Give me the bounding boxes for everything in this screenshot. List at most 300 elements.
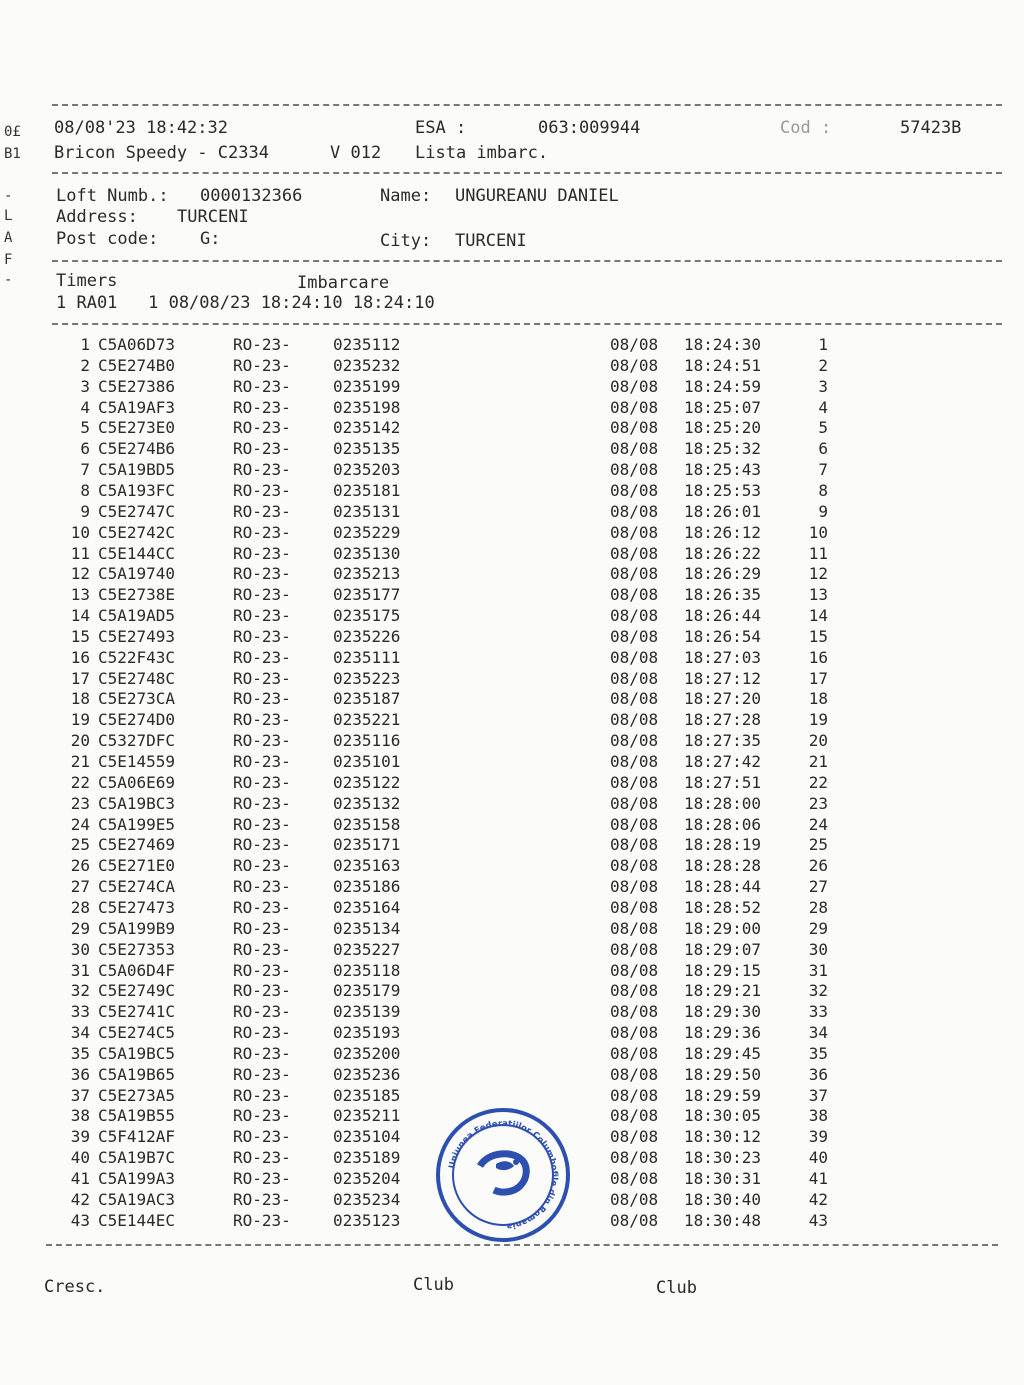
arrival-time: 18:29:30 [684,1002,762,1021]
arrival-date: 08/08 [610,481,659,500]
row-number: 39 [70,1127,90,1146]
arrival-time: 18:25:43 [684,460,762,479]
arrival-position: 31 [808,961,828,980]
arrival-position: 29 [808,919,828,938]
table-row [0,856,1024,877]
table-row [0,418,1024,439]
arrival-position: 28 [808,898,828,917]
ring-prefix: RO-23- [233,585,291,604]
arrival-date: 08/08 [610,856,659,875]
arrival-date: 08/08 [610,335,659,354]
arrival-time: 18:30:31 [684,1169,762,1188]
chip-id: C5A19B55 [98,1106,176,1125]
stamp-text: Uniunea Federatiilor Columbofile din Romania [447,1118,560,1231]
arrival-position: 34 [808,1023,828,1042]
chip-id: C5A199E5 [98,815,176,834]
chip-id: C5E27473 [98,898,176,917]
arrival-date: 08/08 [610,1211,659,1230]
cod-value: 57423B [900,118,962,138]
arrival-date: 08/08 [610,439,659,458]
table-row [0,689,1024,710]
arrival-date: 08/08 [610,1169,659,1188]
arrival-position: 41 [808,1169,828,1188]
arrival-date: 08/08 [610,1086,659,1105]
table-row [0,919,1024,940]
arrival-position: 9 [818,502,828,521]
ring-serial: 0235181 [333,481,401,500]
arrival-time: 18:30:12 [684,1127,762,1146]
arrival-position: 33 [808,1002,828,1021]
chip-id: C5E27386 [98,377,176,396]
ring-prefix: RO-23- [233,1002,291,1021]
arrival-date: 08/08 [610,564,659,583]
arrival-position: 19 [808,710,828,729]
chip-id: C5E2738E [98,585,176,604]
arrival-date: 08/08 [610,544,659,563]
arrival-date: 08/08 [610,898,659,917]
address-value: TURCENI [177,207,249,227]
chip-id: C5E27469 [98,835,176,854]
arrival-position: 6 [818,439,828,458]
timers-label: Timers [56,271,118,291]
ring-serial: 0235130 [333,544,401,563]
table-row [0,627,1024,648]
row-number: 11 [70,544,90,563]
ring-serial: 0235227 [333,940,401,959]
table-row [0,481,1024,502]
chip-id: C5E273A5 [98,1086,176,1105]
city-value: TURCENI [455,231,527,251]
arrival-time: 18:27:28 [684,710,762,729]
ring-prefix: RO-23- [233,815,291,834]
row-number: 29 [70,919,90,938]
table-row [0,356,1024,377]
arrival-time: 18:27:12 [684,669,762,688]
chip-id: C5A19AF3 [98,398,176,417]
row-number: 1 [80,335,90,354]
arrival-date: 08/08 [610,377,659,396]
arrival-position: 37 [808,1086,828,1105]
arrival-date: 08/08 [610,585,659,604]
table-row [0,1002,1024,1023]
ring-serial: 0235199 [333,377,401,396]
arrival-date: 08/08 [610,877,659,896]
loft-number-label: Loft Numb.: [56,186,169,206]
row-number: 28 [70,898,90,917]
arrival-date: 08/08 [610,502,659,521]
arrival-time: 18:26:29 [684,564,762,583]
arrival-date: 08/08 [610,398,659,417]
row-number: 7 [80,460,90,479]
list-title: Lista imbarc. [415,143,549,163]
margin-letter: B1 [4,146,21,162]
arrival-time: 18:30:48 [684,1211,762,1230]
table-row [0,752,1024,773]
arrival-position: 22 [808,773,828,792]
table-row [0,1044,1024,1065]
arrival-date: 08/08 [610,961,659,980]
chip-id: C5A19B7C [98,1148,176,1167]
ring-serial: 0235164 [333,898,401,917]
ring-prefix: RO-23- [233,544,291,563]
ring-serial: 0235131 [333,502,401,521]
arrival-date: 08/08 [610,731,659,750]
ring-prefix: RO-23- [233,1023,291,1042]
federation-stamp [436,1108,570,1242]
ring-serial: 0235171 [333,835,401,854]
row-number: 18 [70,689,90,708]
arrival-time: 18:29:36 [684,1023,762,1042]
ring-prefix: RO-23- [233,356,291,375]
arrival-time: 18:29:00 [684,919,762,938]
arrival-time: 18:28:44 [684,877,762,896]
ring-prefix: RO-23- [233,627,291,646]
row-number: 21 [70,752,90,771]
ring-serial: 0235111 [333,648,401,667]
arrival-date: 08/08 [610,835,659,854]
arrival-date: 08/08 [610,940,659,959]
ring-serial: 0235186 [333,877,401,896]
row-number: 27 [70,877,90,896]
row-number: 14 [70,606,90,625]
arrival-date: 08/08 [610,815,659,834]
ring-serial: 0235232 [333,356,401,375]
stamp-text-ring [436,1108,570,1242]
arrival-position: 14 [808,606,828,625]
name-label: Name: [380,186,432,206]
row-number: 26 [70,856,90,875]
arrival-date: 08/08 [610,418,659,437]
ring-serial: 0235187 [333,689,401,708]
row-number: 34 [70,1023,90,1042]
ring-prefix: RO-23- [233,1106,291,1125]
arrival-date: 08/08 [610,1065,659,1084]
ring-serial: 0235204 [333,1169,401,1188]
arrival-time: 18:29:59 [684,1086,762,1105]
table-row [0,961,1024,982]
ring-serial: 0235236 [333,1065,401,1084]
table-row [0,398,1024,419]
arrival-time: 18:28:06 [684,815,762,834]
row-number: 43 [70,1211,90,1230]
arrival-time: 18:28:28 [684,856,762,875]
table-row [0,1023,1024,1044]
arrival-time: 18:27:35 [684,731,762,750]
ring-prefix: RO-23- [233,773,291,792]
arrival-date: 08/08 [610,919,659,938]
ring-serial: 0235198 [333,398,401,417]
table-row [0,794,1024,815]
chip-id: C5F412AF [98,1127,176,1146]
arrival-position: 2 [818,356,828,375]
row-number: 13 [70,585,90,604]
arrival-position: 11 [808,544,828,563]
row-number: 25 [70,835,90,854]
row-number: 42 [70,1190,90,1209]
chip-id: C5A19740 [98,564,176,583]
table-row [0,1065,1024,1086]
arrival-date: 08/08 [610,752,659,771]
arrival-time: 18:28:00 [684,794,762,813]
arrival-time: 18:28:19 [684,835,762,854]
arrival-time: 18:26:35 [684,585,762,604]
row-number: 36 [70,1065,90,1084]
arrival-position: 39 [808,1127,828,1146]
margin-letter: L [4,208,13,224]
margin-letter: A [4,230,13,246]
chip-id: C5327DFC [98,731,176,750]
arrival-position: 8 [818,481,828,500]
ring-prefix: RO-23- [233,856,291,875]
table-row [0,439,1024,460]
row-number: 22 [70,773,90,792]
table-row [0,710,1024,731]
ring-prefix: RO-23- [233,1211,291,1230]
arrival-time: 18:27:03 [684,648,762,667]
row-number: 41 [70,1169,90,1188]
ring-prefix: RO-23- [233,940,291,959]
table-row [0,940,1024,961]
table-row [0,606,1024,627]
margin-letter: - [4,188,13,204]
chip-id: C5A06D4F [98,961,176,980]
ring-serial: 0235189 [333,1148,401,1167]
arrival-position: 10 [808,523,828,542]
arrival-time: 18:29:45 [684,1044,762,1063]
race-name: Bricon Speedy - C2334 [54,143,269,163]
arrival-date: 08/08 [610,1148,659,1167]
ring-prefix: RO-23- [233,752,291,771]
arrival-time: 18:30:05 [684,1106,762,1125]
arrival-position: 13 [808,585,828,604]
divider [52,104,1002,106]
chip-id: C5E2749C [98,981,176,1000]
arrival-date: 08/08 [610,648,659,667]
arrival-time: 18:24:30 [684,335,762,354]
ring-prefix: RO-23- [233,523,291,542]
esa-label: ESA : [415,118,467,138]
ring-serial: 0235234 [333,1190,401,1209]
postcode-label: Post code: [56,229,159,249]
divider [46,1244,998,1246]
row-number: 38 [70,1106,90,1125]
row-number: 35 [70,1044,90,1063]
arrival-date: 08/08 [610,1190,659,1209]
ring-prefix: RO-23- [233,689,291,708]
divider [52,323,1002,325]
print-datetime: 08/08'23 18:42:32 [54,118,228,138]
row-number: 31 [70,961,90,980]
row-number: 23 [70,794,90,813]
arrival-time: 18:25:07 [684,398,762,417]
arrival-position: 21 [808,752,828,771]
ring-serial: 0235200 [333,1044,401,1063]
chip-id: C5E273E0 [98,418,176,437]
address-label: Address: [56,207,138,227]
row-number: 33 [70,1002,90,1021]
ring-serial: 0235229 [333,523,401,542]
ring-prefix: RO-23- [233,564,291,583]
ring-serial: 0235185 [333,1086,401,1105]
arrival-position: 35 [808,1044,828,1063]
chip-id: C5E144EC [98,1211,176,1230]
chip-id: C5E2741C [98,1002,176,1021]
ring-serial: 0235123 [333,1211,401,1230]
chip-id: C5E271E0 [98,856,176,875]
ring-prefix: RO-23- [233,898,291,917]
arrival-date: 08/08 [610,1044,659,1063]
arrival-position: 7 [818,460,828,479]
chip-id: C5A193FC [98,481,176,500]
row-number: 17 [70,669,90,688]
row-number: 19 [70,710,90,729]
ring-prefix: RO-23- [233,1044,291,1063]
table-row [0,877,1024,898]
ring-prefix: RO-23- [233,877,291,896]
arrival-position: 3 [818,377,828,396]
arrival-position: 32 [808,981,828,1000]
arrival-date: 08/08 [610,627,659,646]
row-number: 40 [70,1148,90,1167]
ring-serial: 0235221 [333,710,401,729]
ring-prefix: RO-23- [233,731,291,750]
arrival-position: 18 [808,689,828,708]
arrival-position: 24 [808,815,828,834]
ring-prefix: RO-23- [233,1065,291,1084]
arrival-date: 08/08 [610,669,659,688]
esa-value: 063:009944 [538,118,641,138]
chip-id: C5E14559 [98,752,176,771]
arrival-date: 08/08 [610,1023,659,1042]
table-row [0,544,1024,565]
arrival-time: 18:26:44 [684,606,762,625]
ring-serial: 0235134 [333,919,401,938]
table-row [0,502,1024,523]
ring-serial: 0235118 [333,961,401,980]
arrival-time: 18:25:53 [684,481,762,500]
arrival-date: 08/08 [610,794,659,813]
ring-serial: 0235142 [333,418,401,437]
arrival-time: 18:25:20 [684,418,762,437]
arrival-time: 18:29:50 [684,1065,762,1084]
arrival-time: 18:24:51 [684,356,762,375]
ring-serial: 0235135 [333,439,401,458]
city-label: City: [380,231,432,251]
arrival-position: 26 [808,856,828,875]
ring-serial: 0235179 [333,981,401,1000]
arrival-date: 08/08 [610,606,659,625]
ring-serial: 0235223 [333,669,401,688]
table-row [0,377,1024,398]
ring-prefix: RO-23- [233,460,291,479]
ring-serial: 0235193 [333,1023,401,1042]
row-number: 37 [70,1086,90,1105]
chip-id: C5A199A3 [98,1169,176,1188]
arrival-position: 40 [808,1148,828,1167]
ring-prefix: RO-23- [233,1127,291,1146]
chip-id: C5E2742C [98,523,176,542]
arrival-time: 18:25:32 [684,439,762,458]
arrival-position: 30 [808,940,828,959]
arrival-time: 18:27:42 [684,752,762,771]
table-row [0,460,1024,481]
pigeon-icon [480,1154,526,1192]
ring-serial: 0235163 [333,856,401,875]
arrival-date: 08/08 [610,523,659,542]
row-number: 8 [80,481,90,500]
chip-id: C5A19BC3 [98,794,176,813]
table-row [0,981,1024,1002]
breeder-signature-label: Cresc. [44,1277,106,1297]
chip-id: C5E2747C [98,502,176,521]
ring-prefix: RO-23- [233,961,291,980]
table-row [0,1086,1024,1107]
chip-id: C5A19B65 [98,1065,176,1084]
version: V 012 [330,143,382,163]
ring-prefix: RO-23- [233,794,291,813]
row-number: 24 [70,815,90,834]
chip-id: C5E274CA [98,877,176,896]
table-row [0,564,1024,585]
margin-letter: F [4,252,13,268]
arrival-time: 18:30:23 [684,1148,762,1167]
chip-id: C5E274B6 [98,439,176,458]
chip-id: C5E274C5 [98,1023,176,1042]
arrival-time: 18:29:15 [684,961,762,980]
ring-prefix: RO-23- [233,835,291,854]
margin-letter: 0£ [4,124,21,140]
table-row [0,648,1024,669]
arrival-position: 42 [808,1190,828,1209]
ring-serial: 0235139 [333,1002,401,1021]
arrival-time: 18:26:12 [684,523,762,542]
club-signature-label: Club [656,1278,697,1298]
ring-serial: 0235177 [333,585,401,604]
chip-id: C5A19AC3 [98,1190,176,1209]
arrival-position: 25 [808,835,828,854]
ring-prefix: RO-23- [233,606,291,625]
arrival-position: 5 [818,418,828,437]
chip-id: C5A19BD5 [98,460,176,479]
chip-id: C5E274D0 [98,710,176,729]
ring-serial: 0235116 [333,731,401,750]
arrival-time: 18:26:22 [684,544,762,563]
arrival-date: 08/08 [610,1127,659,1146]
chip-id: C5E273CA [98,689,176,708]
ring-serial: 0235132 [333,794,401,813]
arrival-position: 12 [808,564,828,583]
ring-serial: 0235104 [333,1127,401,1146]
arrival-time: 18:26:54 [684,627,762,646]
ring-serial: 0235175 [333,606,401,625]
arrival-position: 43 [808,1211,828,1230]
ring-serial: 0235211 [333,1106,401,1125]
ring-prefix: RO-23- [233,502,291,521]
arrival-time: 18:28:52 [684,898,762,917]
chip-id: C5A199B9 [98,919,176,938]
ring-prefix: RO-23- [233,439,291,458]
imbarcare-label: Imbarcare [297,273,390,293]
row-number: 32 [70,981,90,1000]
arrival-date: 08/08 [610,356,659,375]
arrival-time: 18:27:20 [684,689,762,708]
ring-prefix: RO-23- [233,1169,291,1188]
chip-id: C5E2748C [98,669,176,688]
ring-prefix: RO-23- [233,1148,291,1167]
row-number: 12 [70,564,90,583]
club-signature-label: Club [413,1275,454,1295]
arrival-position: 36 [808,1065,828,1084]
